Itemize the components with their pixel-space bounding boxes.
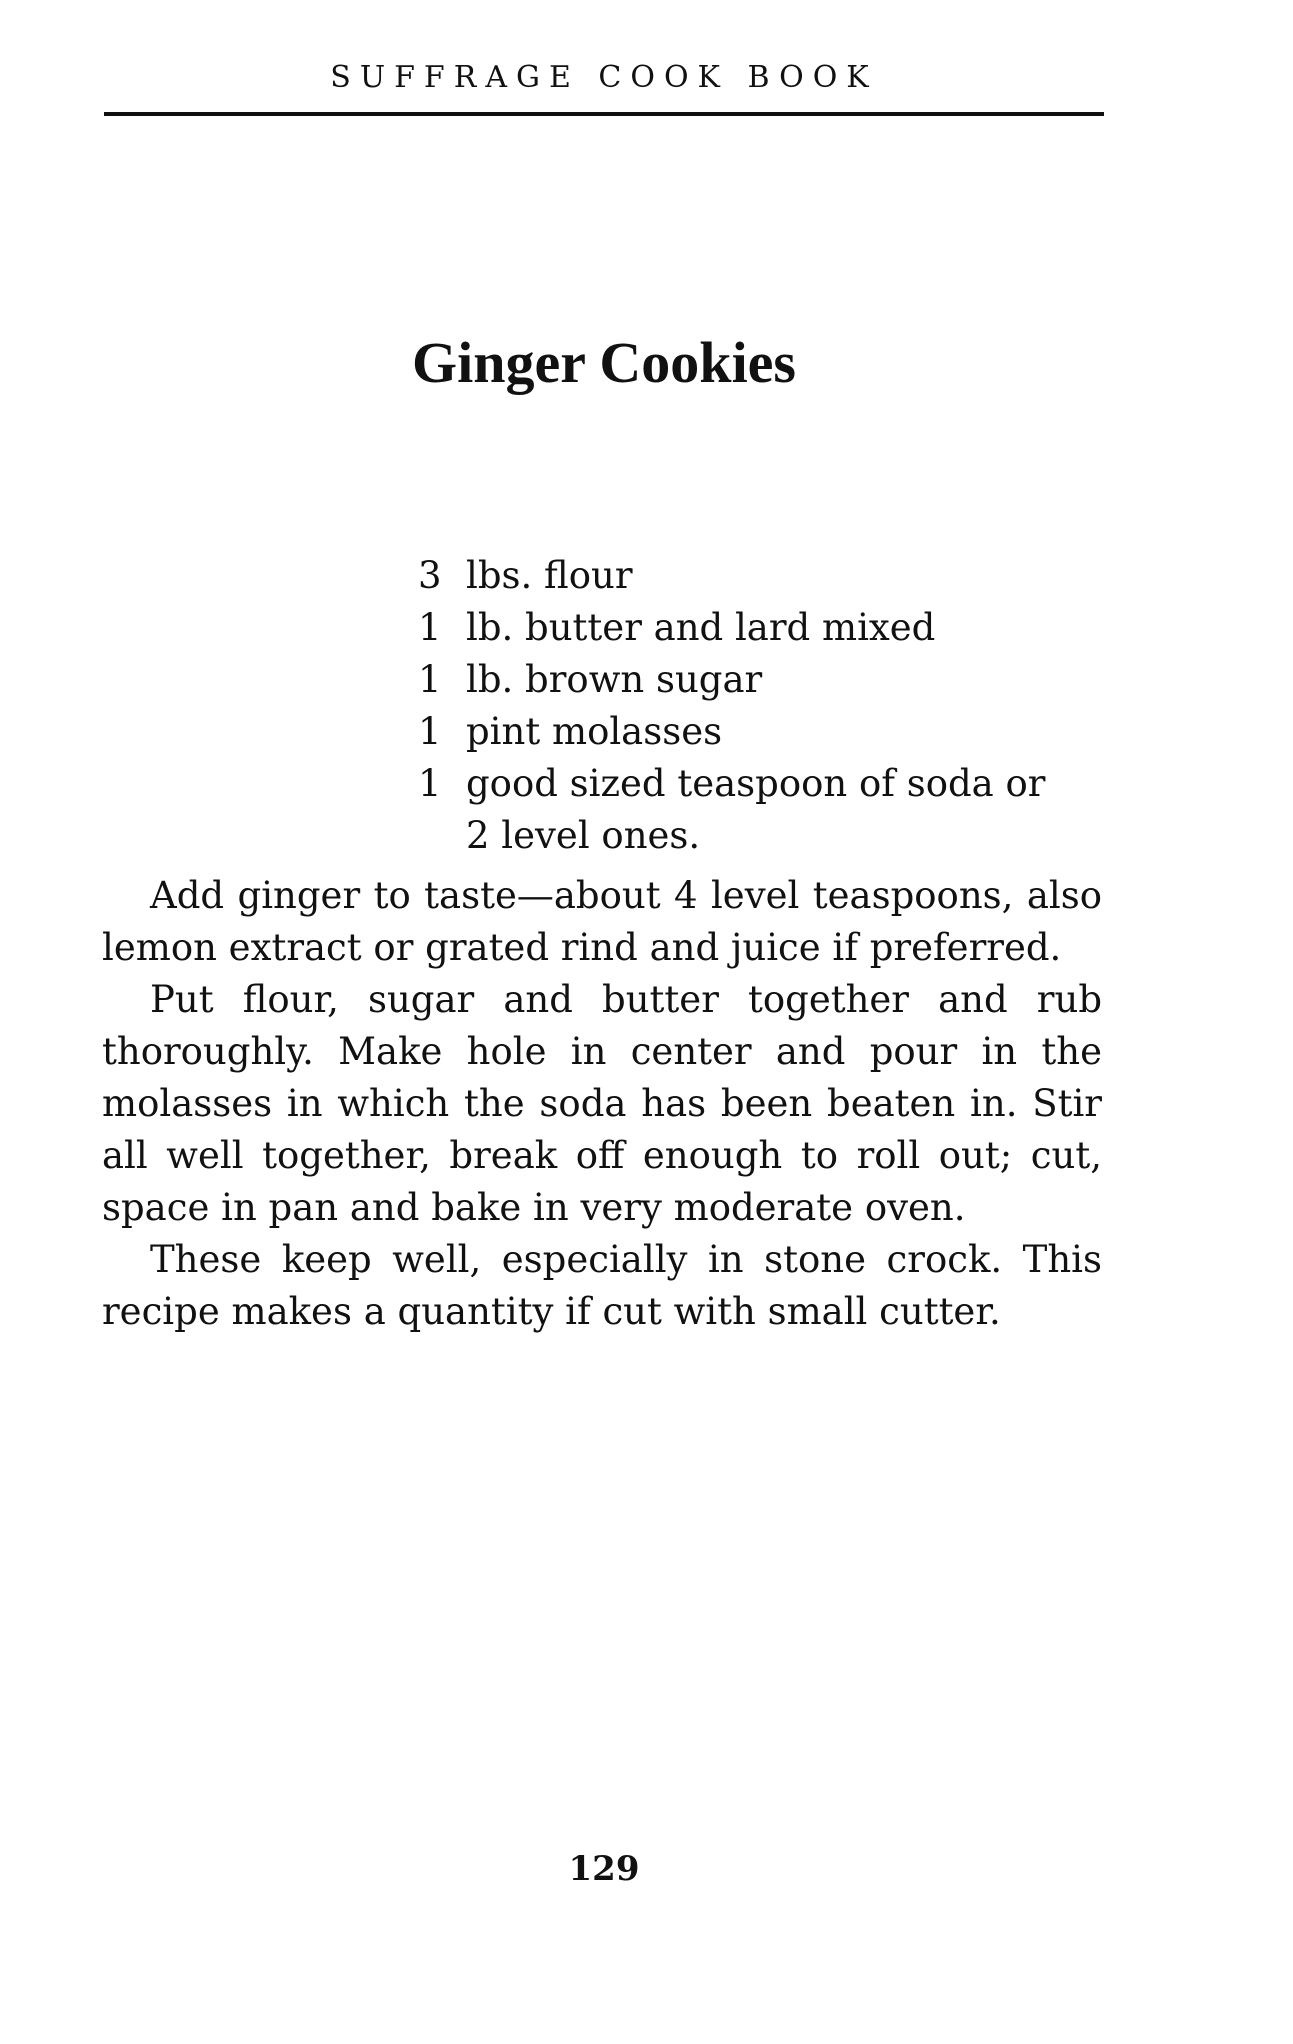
ingredient-quantity: 1 — [418, 606, 442, 649]
page-number: 129 — [568, 1849, 640, 1889]
ingredient-quantity: 1 — [418, 710, 442, 753]
ingredient-item — [418, 550, 1108, 602]
recipe-title: Ginger Cookies — [412, 330, 796, 395]
ingredient-item — [418, 654, 1108, 706]
header-rule — [104, 112, 1104, 116]
ingredient-text: lb. brown sugar — [466, 658, 763, 701]
ingredient-text: good sized teaspoon of soda or — [466, 762, 1046, 805]
instruction-paragraph: Put flour, sugar and butter together and rub thoroughly. Make hole in center and pour in the molasses in which the soda has been beaten in. Stir all well together, break off enough to roll out; cut, space in pan and bake in very moderate oven. — [102, 978, 1102, 1229]
ingredient-text: pint molasses — [466, 710, 723, 753]
ingredient-quantity: 1 — [418, 658, 442, 701]
ingredient-text: lb. butter and lard mixed — [466, 606, 936, 649]
ingredient-text: lbs. flour — [466, 554, 633, 597]
ingredient-quantity: 3 — [418, 554, 442, 597]
ingredient-continuation-line — [418, 810, 1108, 862]
ingredient-quantity: 1 — [418, 762, 442, 805]
recipe-instructions — [102, 870, 1102, 1338]
ingredient-continuation: 2 level ones. — [466, 814, 701, 857]
instruction-paragraph: These keep well, especially in stone crock. This recipe makes a quantity if cut with small cutter. — [102, 1238, 1102, 1333]
ingredient-item — [418, 758, 1108, 810]
ingredient-item — [418, 602, 1108, 654]
ingredient-item — [418, 706, 1108, 758]
instruction-paragraph: Add ginger to taste—about 4 level teaspoons, also lemon extract or grated rind and juice if preferred. — [102, 874, 1102, 969]
running-head: SUFFRAGE COOK BOOK — [330, 60, 878, 95]
ingredient-list — [418, 550, 1108, 862]
